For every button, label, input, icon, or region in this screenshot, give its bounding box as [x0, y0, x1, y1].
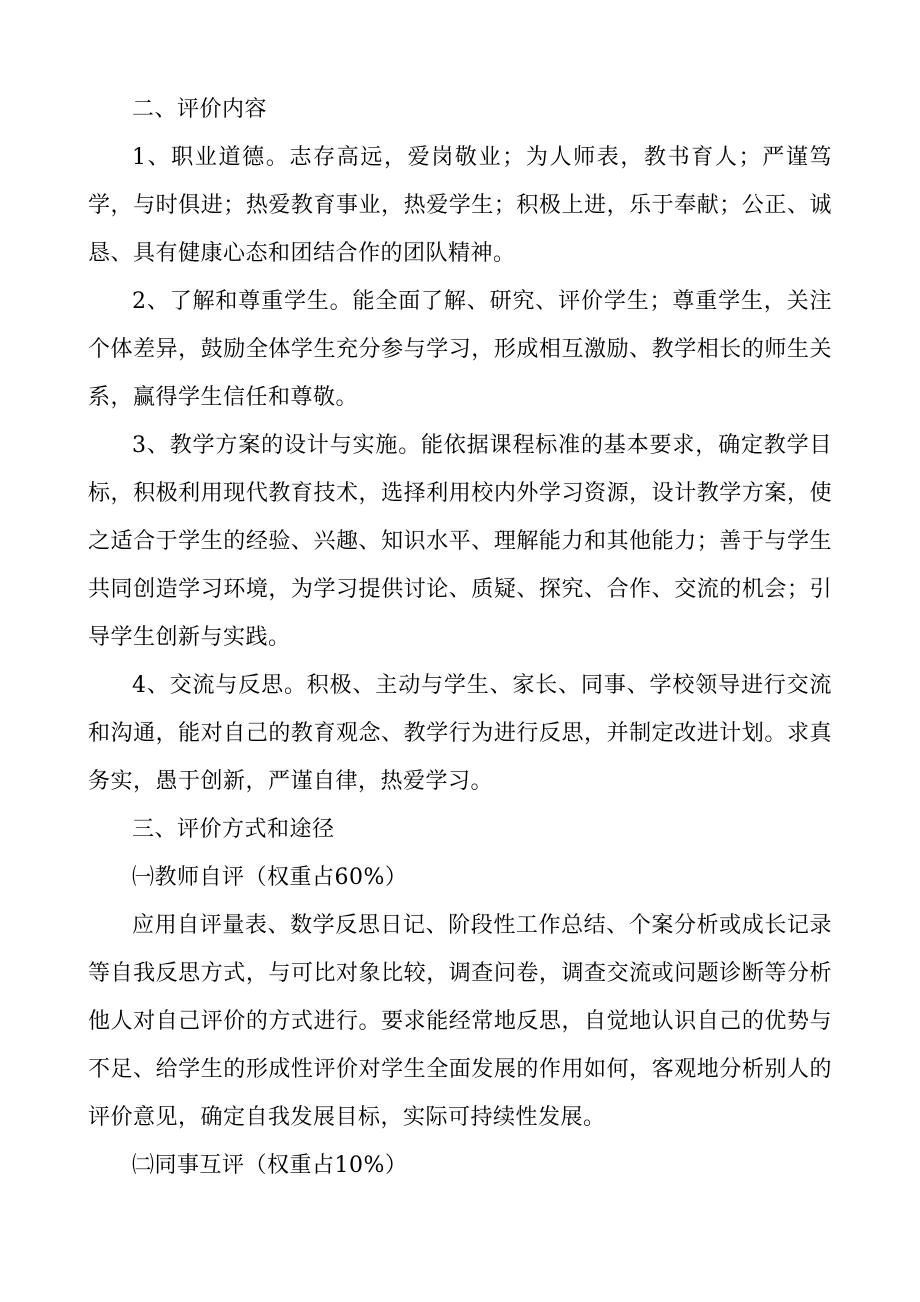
- paragraph-professional-ethics: 1、职业道德。志存高远，爱岗敬业；为人师表，教书育人；严谨笃学，与时俱进；热爱教育事业，热爱学生；积极上进，乐于奉献；公正、诚恳、具有健康心态和团结合作的团队精神。: [88, 145, 832, 266]
- paragraph-communication-reflection: 4、交流与反思。积极、主动与学生、家长、同事、学校领导进行交流和沟通，能对自己的教育观念、教学行为进行反思，并制定改进计划。求真务实，愚于创新，严谨自律，热爱学习。: [88, 673, 832, 794]
- subheading-self-evaluation: ㈠教师自评（权重占60%）: [132, 865, 408, 890]
- document-body: [88, 86, 832, 1190]
- paragraph-teaching-plan: 3、教学方案的设计与实施。能依据课程标准的基本要求，确定教学目标，积极利用现代教育技术，选择利用校内外学习资源，设计教学方案，使之适合于学生的经验、兴趣、知识水平、理解能力和其他能力；善于与学生共同创造学习环境，为学习提供讨论、质疑、探究、合作、交流的机会；引导学生创新与实践。: [88, 433, 832, 650]
- paragraph-respect-students: 2、了解和尊重学生。能全面了解、研究、评价学生；尊重学生，关注个体差异，鼓励全体学生充分参与学习，形成相互激励、教学相长的师生关系，赢得学生信任和尊敬。: [88, 289, 832, 410]
- subheading-peer-evaluation: ㈡同事互评（权重占10%）: [132, 1153, 408, 1178]
- paragraph-self-evaluation: 应用自评量表、数学反思日记、阶段性工作总结、个案分析或成长记录等自我反思方式，与可比对象比较，调查问卷，调查交流或问题诊断等分析他人对自己评价的方式进行。要求能经常地反思，自觉地认识自己的优势与不足、给学生的形成性评价对学生全面发展的作用如何，客观地分析别人的评价意见，确定自我发展目标，实际可持续性发展。: [88, 913, 832, 1130]
- section-heading-evaluation-methods: 三、评价方式和途径: [132, 817, 335, 842]
- section-heading-evaluation-content: 二、评价内容: [132, 97, 268, 122]
